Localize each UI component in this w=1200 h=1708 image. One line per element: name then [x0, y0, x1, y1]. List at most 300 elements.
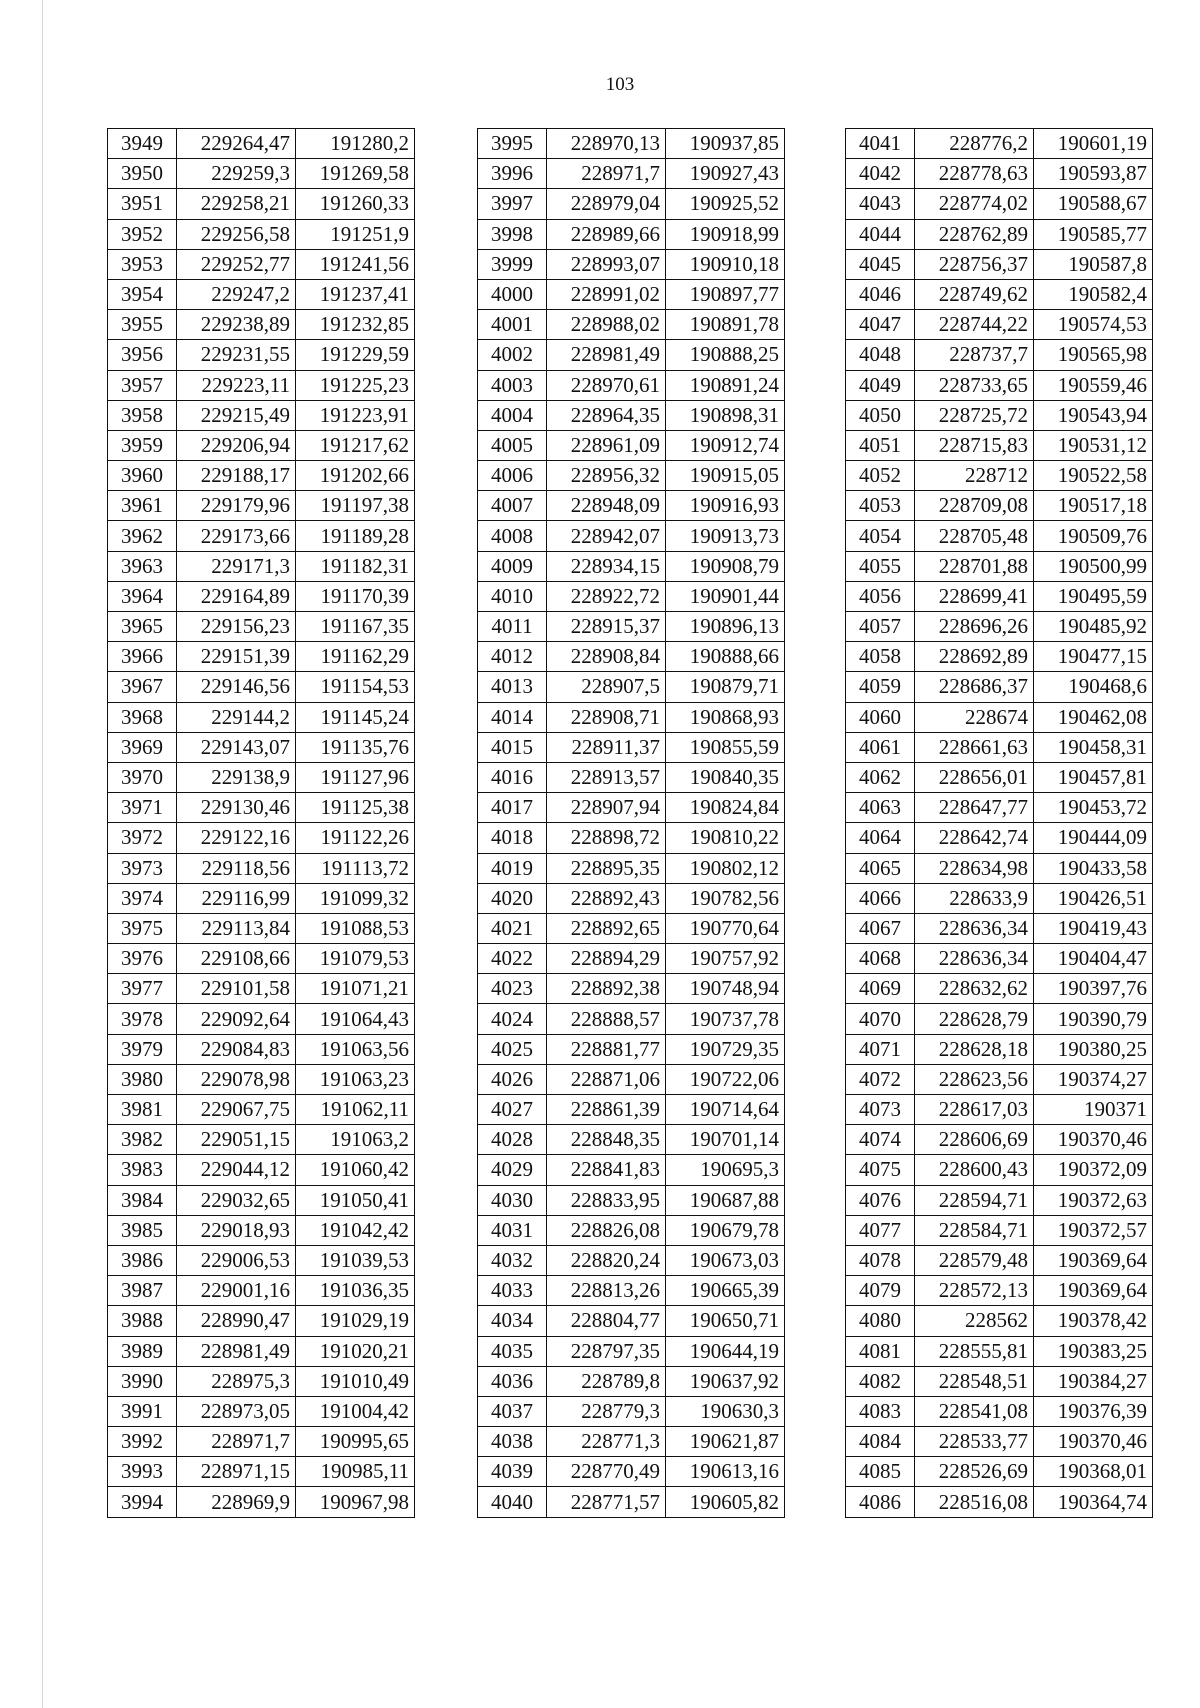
table-row — [846, 1034, 1153, 1064]
x-coordinate-cell: 228594,71 — [915, 1185, 1034, 1215]
table-row — [478, 491, 785, 521]
point-number-cell: 4027 — [478, 1095, 547, 1125]
x-coordinate-cell: 228774,02 — [915, 189, 1034, 219]
x-coordinate-cell: 228572,13 — [915, 1276, 1034, 1306]
table-row — [846, 159, 1153, 189]
y-coordinate-cell: 190574,53 — [1034, 310, 1153, 340]
point-number-cell: 3964 — [108, 581, 177, 611]
y-coordinate-cell: 190522,58 — [1034, 461, 1153, 491]
x-coordinate-cell: 228725,72 — [915, 400, 1034, 430]
x-coordinate-cell: 229084,83 — [177, 1034, 296, 1064]
y-coordinate-cell: 191020,21 — [296, 1336, 415, 1366]
point-number-cell: 3973 — [108, 853, 177, 883]
y-coordinate-cell: 190370,46 — [1034, 1427, 1153, 1457]
y-coordinate-cell: 191229,59 — [296, 340, 415, 370]
table-row — [108, 853, 415, 883]
x-coordinate-cell: 228804,77 — [547, 1306, 666, 1336]
x-coordinate-cell: 229001,16 — [177, 1276, 296, 1306]
y-coordinate-cell: 190985,11 — [296, 1457, 415, 1487]
table-row — [108, 1155, 415, 1185]
y-coordinate-cell: 190770,64 — [666, 913, 785, 943]
y-coordinate-cell: 190369,64 — [1034, 1276, 1153, 1306]
point-number-cell: 3957 — [108, 370, 177, 400]
table-row — [846, 1396, 1153, 1426]
x-coordinate-cell: 228913,57 — [547, 762, 666, 792]
x-coordinate-cell: 228922,72 — [547, 581, 666, 611]
y-coordinate-cell: 190840,35 — [666, 762, 785, 792]
point-number-cell: 4045 — [846, 249, 915, 279]
y-coordinate-cell: 191113,72 — [296, 853, 415, 883]
y-coordinate-cell: 190426,51 — [1034, 883, 1153, 913]
table-row — [478, 1064, 785, 1094]
point-number-cell: 3988 — [108, 1306, 177, 1336]
y-coordinate-cell: 190630,3 — [666, 1396, 785, 1426]
table-row — [108, 279, 415, 309]
y-coordinate-cell: 191122,26 — [296, 823, 415, 853]
point-number-cell: 3969 — [108, 732, 177, 762]
y-coordinate-cell: 191060,42 — [296, 1155, 415, 1185]
y-coordinate-cell: 190364,74 — [1034, 1487, 1153, 1517]
y-coordinate-cell: 190531,12 — [1034, 430, 1153, 460]
table-row — [846, 672, 1153, 702]
table-row — [846, 793, 1153, 823]
table-row — [846, 1185, 1153, 1215]
x-coordinate-cell: 228971,7 — [547, 159, 666, 189]
x-coordinate-cell: 229179,96 — [177, 491, 296, 521]
point-number-cell: 4033 — [478, 1276, 547, 1306]
y-coordinate-cell: 190372,57 — [1034, 1215, 1153, 1245]
x-coordinate-cell: 229256,58 — [177, 219, 296, 249]
point-number-cell: 3982 — [108, 1125, 177, 1155]
table-row — [478, 732, 785, 762]
point-number-cell: 4074 — [846, 1125, 915, 1155]
point-number-cell: 4078 — [846, 1245, 915, 1275]
y-coordinate-cell: 190383,25 — [1034, 1336, 1153, 1366]
x-coordinate-cell: 229108,66 — [177, 944, 296, 974]
y-coordinate-cell: 190500,99 — [1034, 551, 1153, 581]
y-coordinate-cell: 190543,94 — [1034, 400, 1153, 430]
x-coordinate-cell: 229116,99 — [177, 883, 296, 913]
point-number-cell: 4005 — [478, 430, 547, 460]
table-row — [846, 974, 1153, 1004]
point-number-cell: 4002 — [478, 340, 547, 370]
x-coordinate-cell: 229078,98 — [177, 1064, 296, 1094]
x-coordinate-cell: 228636,34 — [915, 913, 1034, 943]
y-coordinate-cell: 190927,43 — [666, 159, 785, 189]
x-coordinate-cell: 229118,56 — [177, 853, 296, 883]
table-row — [846, 823, 1153, 853]
point-number-cell: 4063 — [846, 793, 915, 823]
table-row — [846, 551, 1153, 581]
point-number-cell: 3981 — [108, 1095, 177, 1125]
point-number-cell: 4039 — [478, 1457, 547, 1487]
y-coordinate-cell: 190559,46 — [1034, 370, 1153, 400]
y-coordinate-cell: 190891,78 — [666, 310, 785, 340]
table-row — [108, 1004, 415, 1034]
point-number-cell: 3967 — [108, 672, 177, 702]
table-row — [108, 249, 415, 279]
x-coordinate-cell: 228826,08 — [547, 1215, 666, 1245]
table-row — [108, 883, 415, 913]
point-number-cell: 4072 — [846, 1064, 915, 1094]
y-coordinate-cell: 191063,23 — [296, 1064, 415, 1094]
point-number-cell: 4038 — [478, 1427, 547, 1457]
x-coordinate-cell: 228981,49 — [547, 340, 666, 370]
table-row — [478, 883, 785, 913]
point-number-cell: 3959 — [108, 430, 177, 460]
y-coordinate-cell: 191042,42 — [296, 1215, 415, 1245]
table-row — [846, 1336, 1153, 1366]
y-coordinate-cell: 190722,06 — [666, 1064, 785, 1094]
x-coordinate-cell: 229032,65 — [177, 1185, 296, 1215]
x-coordinate-cell: 229188,17 — [177, 461, 296, 491]
point-number-cell: 4022 — [478, 944, 547, 974]
y-coordinate-cell: 191079,53 — [296, 944, 415, 974]
point-number-cell: 4007 — [478, 491, 547, 521]
x-coordinate-cell: 228911,37 — [547, 732, 666, 762]
y-coordinate-cell: 190495,59 — [1034, 581, 1153, 611]
x-coordinate-cell: 228908,84 — [547, 642, 666, 672]
table-row — [846, 189, 1153, 219]
x-coordinate-cell: 228634,98 — [915, 853, 1034, 883]
table-row — [108, 944, 415, 974]
x-coordinate-cell: 228942,07 — [547, 521, 666, 551]
point-number-cell: 4054 — [846, 521, 915, 551]
y-coordinate-cell: 190695,3 — [666, 1155, 785, 1185]
table-row — [108, 823, 415, 853]
y-coordinate-cell: 190995,65 — [296, 1427, 415, 1457]
x-coordinate-cell: 228516,08 — [915, 1487, 1034, 1517]
x-coordinate-cell: 228973,05 — [177, 1396, 296, 1426]
point-number-cell: 4008 — [478, 521, 547, 551]
y-coordinate-cell: 191029,19 — [296, 1306, 415, 1336]
table-row — [108, 219, 415, 249]
table-row — [846, 1276, 1153, 1306]
table-row — [478, 1004, 785, 1034]
point-number-cell: 3984 — [108, 1185, 177, 1215]
y-coordinate-cell: 191062,11 — [296, 1095, 415, 1125]
x-coordinate-cell: 229173,66 — [177, 521, 296, 551]
x-coordinate-cell: 228990,47 — [177, 1306, 296, 1336]
table-row — [478, 1427, 785, 1457]
x-coordinate-cell: 229264,47 — [177, 129, 296, 159]
y-coordinate-cell: 190912,74 — [666, 430, 785, 460]
x-coordinate-cell: 228674 — [915, 702, 1034, 732]
table-row — [478, 1245, 785, 1275]
page-number: 103 — [605, 74, 635, 95]
point-number-cell: 4029 — [478, 1155, 547, 1185]
point-number-cell: 3954 — [108, 279, 177, 309]
table-row — [478, 793, 785, 823]
y-coordinate-cell: 190593,87 — [1034, 159, 1153, 189]
table-row — [108, 1245, 415, 1275]
x-coordinate-cell: 229164,89 — [177, 581, 296, 611]
y-coordinate-cell: 190565,98 — [1034, 340, 1153, 370]
table-row — [478, 944, 785, 974]
point-number-cell: 4067 — [846, 913, 915, 943]
point-number-cell: 3983 — [108, 1155, 177, 1185]
table-row — [108, 1215, 415, 1245]
table-row — [478, 189, 785, 219]
x-coordinate-cell: 228600,43 — [915, 1155, 1034, 1185]
point-number-cell: 4018 — [478, 823, 547, 853]
x-coordinate-cell: 229092,64 — [177, 1004, 296, 1034]
point-number-cell: 4080 — [846, 1306, 915, 1336]
table-row — [478, 1034, 785, 1064]
y-coordinate-cell: 190729,35 — [666, 1034, 785, 1064]
y-coordinate-cell: 190644,19 — [666, 1336, 785, 1366]
table-row — [846, 1125, 1153, 1155]
table-row — [846, 1427, 1153, 1457]
point-number-cell: 4043 — [846, 189, 915, 219]
point-number-cell: 3997 — [478, 189, 547, 219]
point-number-cell: 4046 — [846, 279, 915, 309]
y-coordinate-cell: 190967,98 — [296, 1487, 415, 1517]
table-row — [846, 1366, 1153, 1396]
table-row — [108, 1276, 415, 1306]
y-coordinate-cell: 190372,09 — [1034, 1155, 1153, 1185]
point-number-cell: 3968 — [108, 702, 177, 732]
point-number-cell: 4076 — [846, 1185, 915, 1215]
y-coordinate-cell: 190913,73 — [666, 521, 785, 551]
point-number-cell: 3991 — [108, 1396, 177, 1426]
table-row — [108, 762, 415, 792]
x-coordinate-cell: 229258,21 — [177, 189, 296, 219]
x-coordinate-cell: 228892,38 — [547, 974, 666, 1004]
table-row — [108, 461, 415, 491]
point-number-cell: 3980 — [108, 1064, 177, 1094]
table-row — [846, 944, 1153, 974]
table-row — [108, 310, 415, 340]
point-number-cell: 4064 — [846, 823, 915, 853]
y-coordinate-cell: 190370,46 — [1034, 1125, 1153, 1155]
y-coordinate-cell: 190588,67 — [1034, 189, 1153, 219]
table-row — [846, 340, 1153, 370]
table-row — [478, 672, 785, 702]
point-number-cell: 4032 — [478, 1245, 547, 1275]
y-coordinate-cell: 191182,31 — [296, 551, 415, 581]
x-coordinate-cell: 228991,02 — [547, 279, 666, 309]
y-coordinate-cell: 190509,76 — [1034, 521, 1153, 551]
y-coordinate-cell: 191162,29 — [296, 642, 415, 672]
x-coordinate-cell: 228797,35 — [547, 1336, 666, 1366]
table-row — [478, 129, 785, 159]
x-coordinate-cell: 229247,2 — [177, 279, 296, 309]
point-number-cell: 4083 — [846, 1396, 915, 1426]
point-number-cell: 3976 — [108, 944, 177, 974]
y-coordinate-cell: 190802,12 — [666, 853, 785, 883]
point-number-cell: 4070 — [846, 1004, 915, 1034]
table-row — [108, 1457, 415, 1487]
y-coordinate-cell: 191251,9 — [296, 219, 415, 249]
y-coordinate-cell: 190891,24 — [666, 370, 785, 400]
table-row — [478, 1336, 785, 1366]
table-row — [846, 1306, 1153, 1336]
point-number-cell: 4003 — [478, 370, 547, 400]
x-coordinate-cell: 228894,29 — [547, 944, 666, 974]
y-coordinate-cell: 191154,53 — [296, 672, 415, 702]
x-coordinate-cell: 228778,63 — [915, 159, 1034, 189]
x-coordinate-cell: 228705,48 — [915, 521, 1034, 551]
point-number-cell: 4055 — [846, 551, 915, 581]
x-coordinate-cell: 228881,77 — [547, 1034, 666, 1064]
point-number-cell: 4081 — [846, 1336, 915, 1366]
y-coordinate-cell: 190485,92 — [1034, 612, 1153, 642]
x-coordinate-cell: 228633,9 — [915, 883, 1034, 913]
point-number-cell: 4035 — [478, 1336, 547, 1366]
point-number-cell: 3971 — [108, 793, 177, 823]
table-row — [108, 400, 415, 430]
point-number-cell: 3977 — [108, 974, 177, 1004]
x-coordinate-cell: 228820,24 — [547, 1245, 666, 1275]
table-row — [108, 1185, 415, 1215]
y-coordinate-cell: 190378,42 — [1034, 1306, 1153, 1336]
point-number-cell: 3999 — [478, 249, 547, 279]
y-coordinate-cell: 190918,99 — [666, 219, 785, 249]
y-coordinate-cell: 190390,79 — [1034, 1004, 1153, 1034]
y-coordinate-cell: 190637,92 — [666, 1366, 785, 1396]
table-row — [478, 612, 785, 642]
y-coordinate-cell: 190897,77 — [666, 279, 785, 309]
point-number-cell: 3990 — [108, 1366, 177, 1396]
x-coordinate-cell: 228833,95 — [547, 1185, 666, 1215]
point-number-cell: 3989 — [108, 1336, 177, 1366]
y-coordinate-cell: 190477,15 — [1034, 642, 1153, 672]
x-coordinate-cell: 228971,7 — [177, 1427, 296, 1457]
y-coordinate-cell: 190910,18 — [666, 249, 785, 279]
point-number-cell: 4051 — [846, 430, 915, 460]
x-coordinate-cell: 229006,53 — [177, 1245, 296, 1275]
y-coordinate-cell: 190587,8 — [1034, 249, 1153, 279]
point-number-cell: 3985 — [108, 1215, 177, 1245]
point-number-cell: 4040 — [478, 1487, 547, 1517]
x-coordinate-cell: 228934,15 — [547, 551, 666, 581]
point-number-cell: 4036 — [478, 1366, 547, 1396]
point-number-cell: 3949 — [108, 129, 177, 159]
y-coordinate-cell: 191145,24 — [296, 702, 415, 732]
point-number-cell: 4062 — [846, 762, 915, 792]
y-coordinate-cell: 191125,38 — [296, 793, 415, 823]
table-row — [108, 159, 415, 189]
y-coordinate-cell: 190824,84 — [666, 793, 785, 823]
y-coordinate-cell: 190376,39 — [1034, 1396, 1153, 1426]
x-coordinate-cell: 228606,69 — [915, 1125, 1034, 1155]
x-coordinate-cell: 229156,23 — [177, 612, 296, 642]
point-number-cell: 4079 — [846, 1276, 915, 1306]
table-row — [478, 853, 785, 883]
table-row — [846, 762, 1153, 792]
y-coordinate-cell: 190916,93 — [666, 491, 785, 521]
y-coordinate-cell: 191202,66 — [296, 461, 415, 491]
table-row — [478, 974, 785, 1004]
table-row — [846, 1245, 1153, 1275]
point-number-cell: 4077 — [846, 1215, 915, 1245]
x-coordinate-cell: 229018,93 — [177, 1215, 296, 1245]
point-number-cell: 3952 — [108, 219, 177, 249]
x-coordinate-cell: 228526,69 — [915, 1457, 1034, 1487]
coordinate-table-1 — [107, 128, 415, 1518]
point-number-cell: 3994 — [108, 1487, 177, 1517]
y-coordinate-cell: 191064,43 — [296, 1004, 415, 1034]
x-coordinate-cell: 228895,35 — [547, 853, 666, 883]
table-row — [846, 1215, 1153, 1245]
x-coordinate-cell: 229231,55 — [177, 340, 296, 370]
table-row — [478, 1366, 785, 1396]
x-coordinate-cell: 229259,3 — [177, 159, 296, 189]
table-row — [108, 1427, 415, 1457]
table-row — [846, 913, 1153, 943]
y-coordinate-cell: 191237,41 — [296, 279, 415, 309]
point-number-cell: 3970 — [108, 762, 177, 792]
x-coordinate-cell: 228579,48 — [915, 1245, 1034, 1275]
point-number-cell: 3986 — [108, 1245, 177, 1275]
point-number-cell: 4073 — [846, 1095, 915, 1125]
table-row — [108, 1095, 415, 1125]
x-coordinate-cell: 228898,72 — [547, 823, 666, 853]
y-coordinate-cell: 190868,93 — [666, 702, 785, 732]
x-coordinate-cell: 228892,65 — [547, 913, 666, 943]
point-number-cell: 3951 — [108, 189, 177, 219]
x-coordinate-cell: 228756,37 — [915, 249, 1034, 279]
x-coordinate-cell: 229215,49 — [177, 400, 296, 430]
x-coordinate-cell: 228656,01 — [915, 762, 1034, 792]
x-coordinate-cell: 228776,2 — [915, 129, 1034, 159]
y-coordinate-cell: 191232,85 — [296, 310, 415, 340]
table-row — [108, 521, 415, 551]
x-coordinate-cell: 228715,83 — [915, 430, 1034, 460]
table-row — [478, 370, 785, 400]
point-number-cell: 4014 — [478, 702, 547, 732]
x-coordinate-cell: 228908,71 — [547, 702, 666, 732]
point-number-cell: 3972 — [108, 823, 177, 853]
y-coordinate-cell: 191004,42 — [296, 1396, 415, 1426]
y-coordinate-cell: 190372,63 — [1034, 1185, 1153, 1215]
x-coordinate-cell: 228979,04 — [547, 189, 666, 219]
y-coordinate-cell: 190879,71 — [666, 672, 785, 702]
x-coordinate-cell: 228733,65 — [915, 370, 1034, 400]
x-coordinate-cell: 228770,49 — [547, 1457, 666, 1487]
x-coordinate-cell: 228709,08 — [915, 491, 1034, 521]
point-number-cell: 4075 — [846, 1155, 915, 1185]
table-row — [846, 461, 1153, 491]
table-row — [108, 702, 415, 732]
point-number-cell: 4025 — [478, 1034, 547, 1064]
point-number-cell: 4052 — [846, 461, 915, 491]
y-coordinate-cell: 190757,92 — [666, 944, 785, 974]
x-coordinate-cell: 228948,09 — [547, 491, 666, 521]
x-coordinate-cell: 228981,49 — [177, 1336, 296, 1366]
y-coordinate-cell: 190937,85 — [666, 129, 785, 159]
table-row — [846, 581, 1153, 611]
y-coordinate-cell: 190901,44 — [666, 581, 785, 611]
point-number-cell: 3962 — [108, 521, 177, 551]
table-row — [846, 1064, 1153, 1094]
point-number-cell: 4031 — [478, 1215, 547, 1245]
table-row — [108, 1336, 415, 1366]
x-coordinate-cell: 228744,22 — [915, 310, 1034, 340]
point-number-cell: 4044 — [846, 219, 915, 249]
table-row — [108, 913, 415, 943]
table-row — [846, 219, 1153, 249]
point-number-cell: 3963 — [108, 551, 177, 581]
x-coordinate-cell: 229067,75 — [177, 1095, 296, 1125]
table-row — [478, 400, 785, 430]
table-row — [108, 612, 415, 642]
y-coordinate-cell: 190888,25 — [666, 340, 785, 370]
table-row — [108, 1396, 415, 1426]
x-coordinate-cell: 228964,35 — [547, 400, 666, 430]
table-row — [108, 491, 415, 521]
